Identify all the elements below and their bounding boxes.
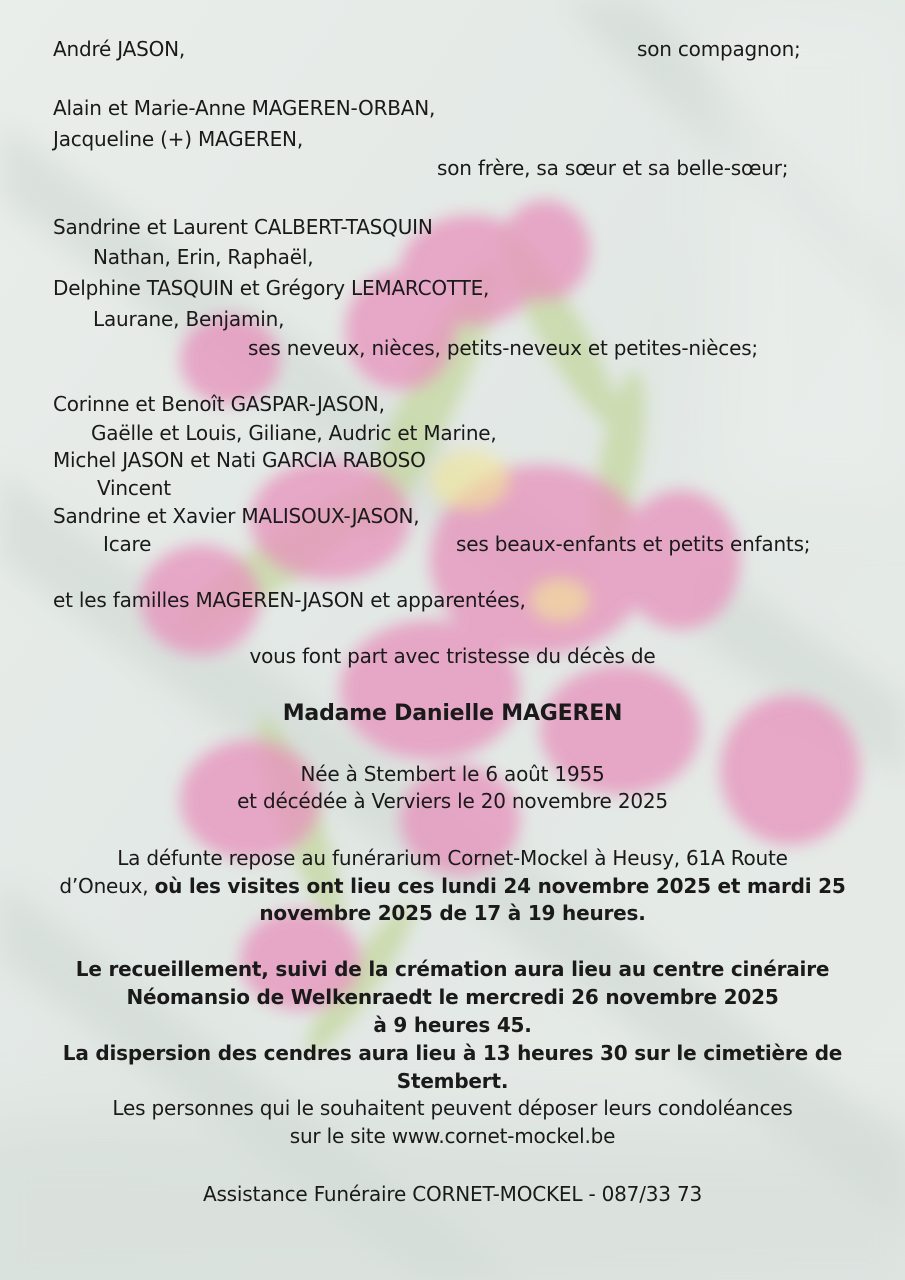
visitation-line-2 (0, 872, 905, 900)
step-children-relation: ses beaux-enfants et petits enfants; (456, 532, 811, 556)
nephews-line-1: Sandrine et Laurent CALBERT-TASQUIN (53, 215, 433, 239)
siblings-line-1: Alain et Marie-Anne MAGEREN-ORBAN, (53, 96, 436, 120)
partner-relation: son compagnon; (637, 37, 801, 61)
birth-info: Née à Stembert le 6 août 1955 (300, 762, 605, 786)
step-children-line-3: Michel JASON et Nati GARCIA RABOSO (53, 448, 426, 472)
death-info: et décédée à Verviers le 20 novembre 2025 (237, 789, 668, 813)
step-children-line-1: Corinne et Benoît GASPAR-JASON, (53, 392, 385, 416)
step-children-line-4: Vincent (97, 476, 171, 500)
nephews-line-3: Delphine TASQUIN et Grégory LEMARCOTTE, (53, 276, 490, 300)
ceremony-line-3: à 9 heures 45. (373, 1013, 532, 1037)
announcement-intro: vous font part avec tristesse du décès de (249, 644, 656, 668)
ceremony-line-5: Stembert. (396, 1069, 509, 1093)
step-children-line-2: Gaëlle et Louis, Giliane, Audric et Marine, (91, 421, 497, 445)
visitation-dates: où les visites ont lieu ces lundi 24 novembre 2025 et mardi 25 (154, 874, 846, 898)
deceased-name: Madame Danielle MAGEREN (282, 701, 623, 726)
ceremony-line-2: Néomansio de Welkenraedt le mercredi 26 novembre 2025 (126, 985, 779, 1009)
visitation-location-end: d’Oneux, (59, 874, 155, 898)
condolences-line-1: Les personnes qui le souhaitent peuvent déposer leurs condoléances (112, 1096, 793, 1120)
step-children-line-5: Sandrine et Xavier MALISOUX-JASON, (53, 504, 420, 528)
nephews-line-2: Nathan, Erin, Raphaël, (93, 245, 314, 269)
funeral-assistance-footer: Assistance Funéraire CORNET-MOCKEL - 087/33 73 (202, 1182, 703, 1206)
ceremony-line-1: Le recueillement, suivi de la crémation aura lieu au centre cinéraire (75, 957, 830, 981)
visitation-line-3: novembre 2025 de 17 à 19 heures. (259, 901, 646, 925)
ceremony-line-4: La dispersion des cendres aura lieu à 13 heures 30 sur le cimetière de (62, 1041, 843, 1065)
siblings-relation: son frère, sa sœur et sa belle-sœur; (437, 156, 789, 180)
condolences-line-2: sur le site www.cornet-mockel.be (289, 1124, 616, 1148)
step-children-line-6: Icare (103, 532, 152, 556)
partner-name: André JASON, (53, 37, 186, 61)
nephews-relation: ses neveux, nièces, petits-neveux et petites-nièces; (248, 336, 758, 360)
visitation-line-1: La défunte repose au funérarium Cornet-Mockel à Heusy, 61A Route (117, 846, 788, 870)
siblings-line-2: Jacqueline (+) MAGEREN, (53, 127, 303, 151)
extended-families: et les familles MAGEREN-JASON et apparentées, (53, 588, 526, 612)
nephews-line-4: Laurane, Benjamin, (93, 307, 285, 331)
